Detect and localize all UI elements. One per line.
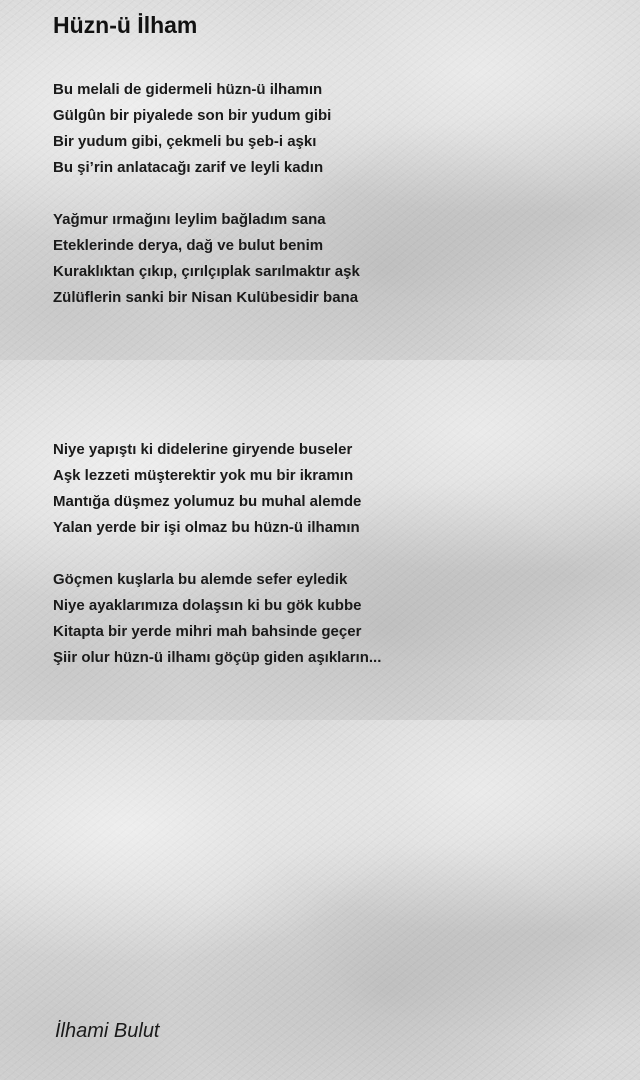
poem-line: Aşk lezzeti müşterektir yok mu bir ikramın: [53, 467, 354, 484]
poem-line: Göçmen kuşlarla bu alemde sefer eyledik: [53, 571, 348, 588]
poem-line: Bir yudum gibi, çekmeli bu şeb-i aşkı: [53, 133, 317, 150]
poem-line: Mantığa düşmez yolumuz bu muhal alemde: [53, 493, 362, 510]
stanza-1: [53, 77, 331, 181]
poem-line: Yalan yerde bir işi olmaz bu hüzn-ü ilhamın: [53, 519, 360, 536]
poem-title: Hüzn-ü İlham: [53, 12, 198, 38]
stanza-2: [53, 207, 360, 311]
poem-line: Niye ayaklarımıza dolaşsın ki bu gök kubbe: [53, 597, 362, 614]
poem-panel-1: [0, 0, 640, 360]
poem-line: Şiir olur hüzn-ü ilhamı göçüp giden aşıkların...: [53, 649, 382, 666]
poem-panel-3: [0, 720, 640, 1080]
poem-line: Gülgûn bir piyalede son bir yudum gibi: [53, 107, 332, 124]
poem-line: Eteklerinde derya, dağ ve bulut benim: [53, 237, 324, 254]
poem-panel-2: [0, 360, 640, 720]
poem-line: Bu şi’rin anlatacağı zarif ve leyli kadın: [53, 159, 324, 176]
poem-line: Kuraklıktan çıkıp, çırılçıplak sarılmaktır aşk: [53, 263, 360, 280]
poem-line: Bu melali de gidermeli hüzn-ü ilhamın: [53, 81, 323, 98]
poem-line: Kitapta bir yerde mihri mah bahsinde geçer: [53, 623, 362, 640]
poem-line: Niye yapıştı ki didelerine giryende buseler: [53, 441, 353, 458]
stanza-3: [53, 437, 361, 541]
poem-line: Zülüflerin sanki bir Nisan Kulübesidir bana: [53, 289, 359, 306]
poem-line: Yağmur ırmağını leylim bağladım sana: [53, 211, 326, 228]
stanza-4: [53, 567, 381, 671]
poem-author: İlhami Bulut: [55, 1020, 160, 1042]
